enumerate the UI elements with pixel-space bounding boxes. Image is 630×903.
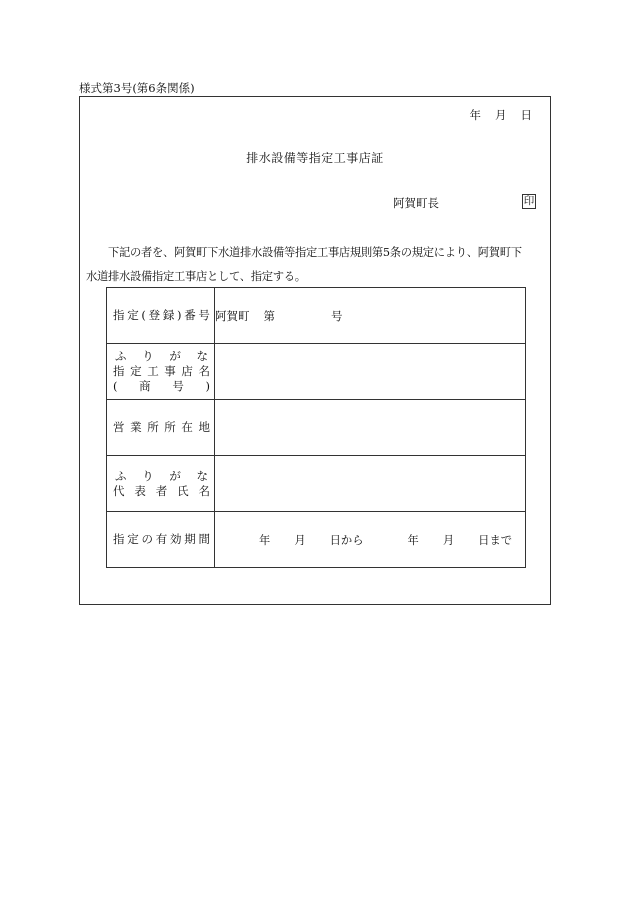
date-month-label: 月 — [495, 108, 507, 122]
to-day-label: 日まで — [478, 533, 513, 547]
row-office-address — [107, 400, 526, 456]
representative-label: ふ り が な 代 表 者 氏 名 — [107, 456, 215, 512]
go-label: 号 — [331, 308, 343, 323]
to-month-label: 月 — [442, 533, 455, 547]
designation-statement — [86, 241, 546, 289]
shop-furigana-label: ふ り が な — [115, 349, 208, 363]
representative-field[interactable] — [215, 456, 526, 512]
shop-name-field[interactable] — [215, 344, 526, 400]
date-year-label: 年 — [469, 108, 481, 122]
from-year-label: 年 — [259, 533, 271, 547]
dai-label: 第 — [263, 308, 275, 323]
issuer-name: 阿賀町長 — [393, 196, 439, 210]
row-representative — [107, 456, 526, 512]
town-name: 阿賀町 — [215, 308, 250, 323]
row-shop-name — [107, 344, 526, 400]
seal-box: 印 — [523, 195, 535, 207]
certificate-title: 排水設備等指定工事店証 — [246, 151, 384, 165]
certificate-table — [106, 287, 526, 568]
office-address-label: 営 業 所 所 在 地 — [107, 400, 215, 456]
to-year-label: 年 — [407, 533, 419, 547]
form-number-label: 様式第3号(第6条関係) — [79, 81, 195, 95]
statement-line-2: 水道排水設備指定工事店として、指定する。 — [86, 270, 306, 283]
date-day-label: 日 — [520, 108, 532, 122]
row-registration-number — [107, 288, 526, 344]
from-month-label: 月 — [294, 533, 306, 547]
row-validity-period — [107, 512, 526, 568]
representative-furigana-label: ふ り が な — [115, 468, 208, 483]
from-day-label: 日から — [329, 533, 364, 547]
validity-period-field[interactable] — [215, 512, 526, 568]
validity-period-label: 指 定 の 有 効 期 間 — [107, 512, 215, 568]
certificate-frame — [79, 96, 551, 605]
registration-number-field[interactable] — [215, 288, 526, 344]
shop-name-label: ふ り が な 指 定 工 事 店 名 ( 商 号 ) — [107, 344, 215, 400]
registration-number-label: 指 定 ( 登 録 ) 番 号 — [107, 288, 215, 344]
statement-line-1: 下記の者を、阿賀町下水道排水設備等指定工事店規則第5条の規定により、阿賀町下 — [108, 246, 522, 259]
office-address-field[interactable] — [215, 400, 526, 456]
issue-date — [470, 107, 533, 123]
